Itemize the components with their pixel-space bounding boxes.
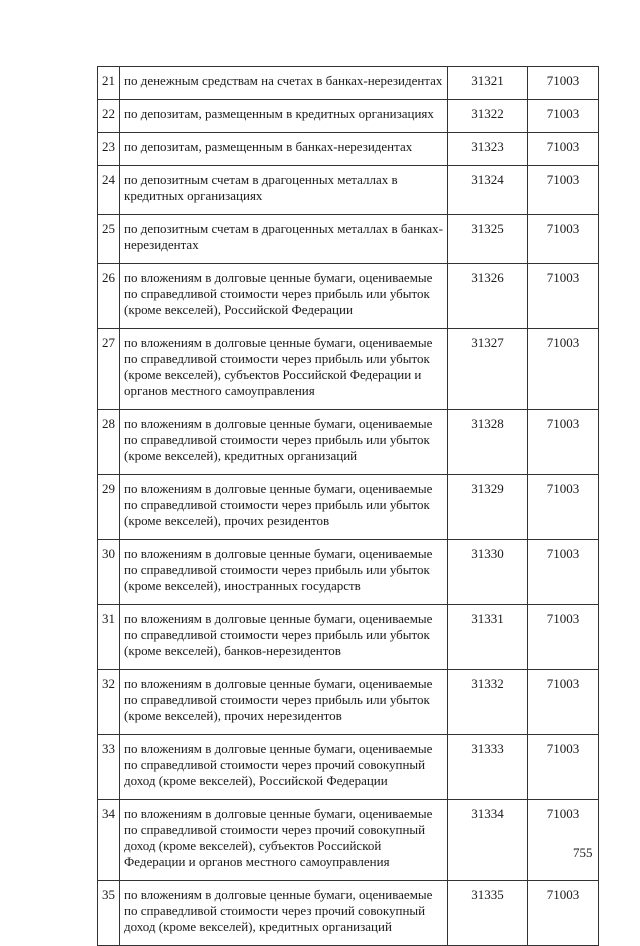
row-number: 22 [98,100,120,133]
row-description: по вложениям в долговые ценные бумаги, оцениваемые по справедливой стоимости через прочий совокупный доход (кроме векселей), субъектов Российской Федерации и органов местного самоуправления [120,800,448,881]
row-number: 31 [98,605,120,670]
symbol-code: 71003 [528,605,599,670]
table-row [98,264,599,329]
table-row [98,166,599,215]
symbol-code: 71003 [528,215,599,264]
account-code: 31327 [448,329,528,410]
row-number: 26 [98,264,120,329]
symbol-code: 71003 [528,670,599,735]
row-number: 25 [98,215,120,264]
account-code: 31332 [448,670,528,735]
row-description: по вложениям в долговые ценные бумаги, оцениваемые по справедливой стоимости через прочий совокупный доход (кроме векселей), Российской Федерации [120,735,448,800]
account-code: 31325 [448,215,528,264]
symbol-code: 71003 [528,735,599,800]
table-row [98,735,599,800]
row-number: 33 [98,735,120,800]
table-row [98,100,599,133]
row-description: по вложениям в долговые ценные бумаги, оцениваемые по справедливой стоимости через прибыль или убыток (кроме векселей), Российской Федерации [120,264,448,329]
row-description: по денежным средствам на счетах в банках-нерезидентах [120,67,448,100]
table-row [98,475,599,540]
symbol-code: 71003 [528,329,599,410]
account-code: 31322 [448,100,528,133]
table-row [98,410,599,475]
row-description: по вложениям в долговые ценные бумаги, оцениваемые по справедливой стоимости через прочий совокупный доход (кроме векселей), кредитных организаций [120,881,448,946]
row-description: по вложениям в долговые ценные бумаги, оцениваемые по справедливой стоимости через прибыль или убыток (кроме векселей), банков-нерезидентов [120,605,448,670]
symbol-code: 71003 [528,67,599,100]
symbol-code: 71003 [528,881,599,946]
account-code: 31334 [448,800,528,881]
account-code: 31324 [448,166,528,215]
account-code: 31326 [448,264,528,329]
symbol-code: 71003 [528,166,599,215]
row-number: 30 [98,540,120,605]
table-row [98,670,599,735]
symbol-code: 71003 [528,800,599,881]
table-row [98,67,599,100]
row-number: 34 [98,800,120,881]
row-description: по вложениям в долговые ценные бумаги, оцениваемые по справедливой стоимости через прибыль или убыток (кроме векселей), прочих резидентов [120,475,448,540]
row-number: 35 [98,881,120,946]
table-row [98,133,599,166]
account-code: 31329 [448,475,528,540]
row-number: 32 [98,670,120,735]
symbol-code: 71003 [528,100,599,133]
table-row [98,329,599,410]
row-description: по депозитам, размещенным в банках-нерезидентах [120,133,448,166]
row-number: 27 [98,329,120,410]
row-description: по депозитам, размещенным в кредитных организациях [120,100,448,133]
account-code: 31330 [448,540,528,605]
account-code: 31331 [448,605,528,670]
row-number: 24 [98,166,120,215]
symbol-code: 71003 [528,410,599,475]
row-number: 23 [98,133,120,166]
row-description: по вложениям в долговые ценные бумаги, оцениваемые по справедливой стоимости через прибыль или убыток (кроме векселей), прочих нерезидентов [120,670,448,735]
row-number: 29 [98,475,120,540]
table-row [98,881,599,946]
table-body [98,67,599,946]
symbol-code: 71003 [528,540,599,605]
row-description: по вложениям в долговые ценные бумаги, оцениваемые по справедливой стоимости через прибыль или убыток (кроме векселей), субъектов Российской Федерации и органов местного самоуправления [120,329,448,410]
account-code: 31328 [448,410,528,475]
account-code: 31321 [448,67,528,100]
row-description: по депозитным счетам в драгоценных металлах в банках-нерезидентах [120,215,448,264]
table-row [98,540,599,605]
table-row [98,605,599,670]
accounts-table [97,66,599,946]
row-number: 21 [98,67,120,100]
row-description: по депозитным счетам в драгоценных металлах в кредитных организациях [120,166,448,215]
table-row [98,800,599,881]
table-row [98,215,599,264]
symbol-code: 71003 [528,133,599,166]
row-number: 28 [98,410,120,475]
symbol-code: 71003 [528,264,599,329]
row-description: по вложениям в долговые ценные бумаги, оцениваемые по справедливой стоимости через прибыль или убыток (кроме векселей), кредитных организаций [120,410,448,475]
symbol-code: 71003 [528,475,599,540]
row-description: по вложениям в долговые ценные бумаги, оцениваемые по справедливой стоимости через прибыль или убыток (кроме векселей), иностранных государств [120,540,448,605]
account-code: 31323 [448,133,528,166]
account-code: 31333 [448,735,528,800]
account-code: 31335 [448,881,528,946]
page-number: 755 [573,845,593,860]
